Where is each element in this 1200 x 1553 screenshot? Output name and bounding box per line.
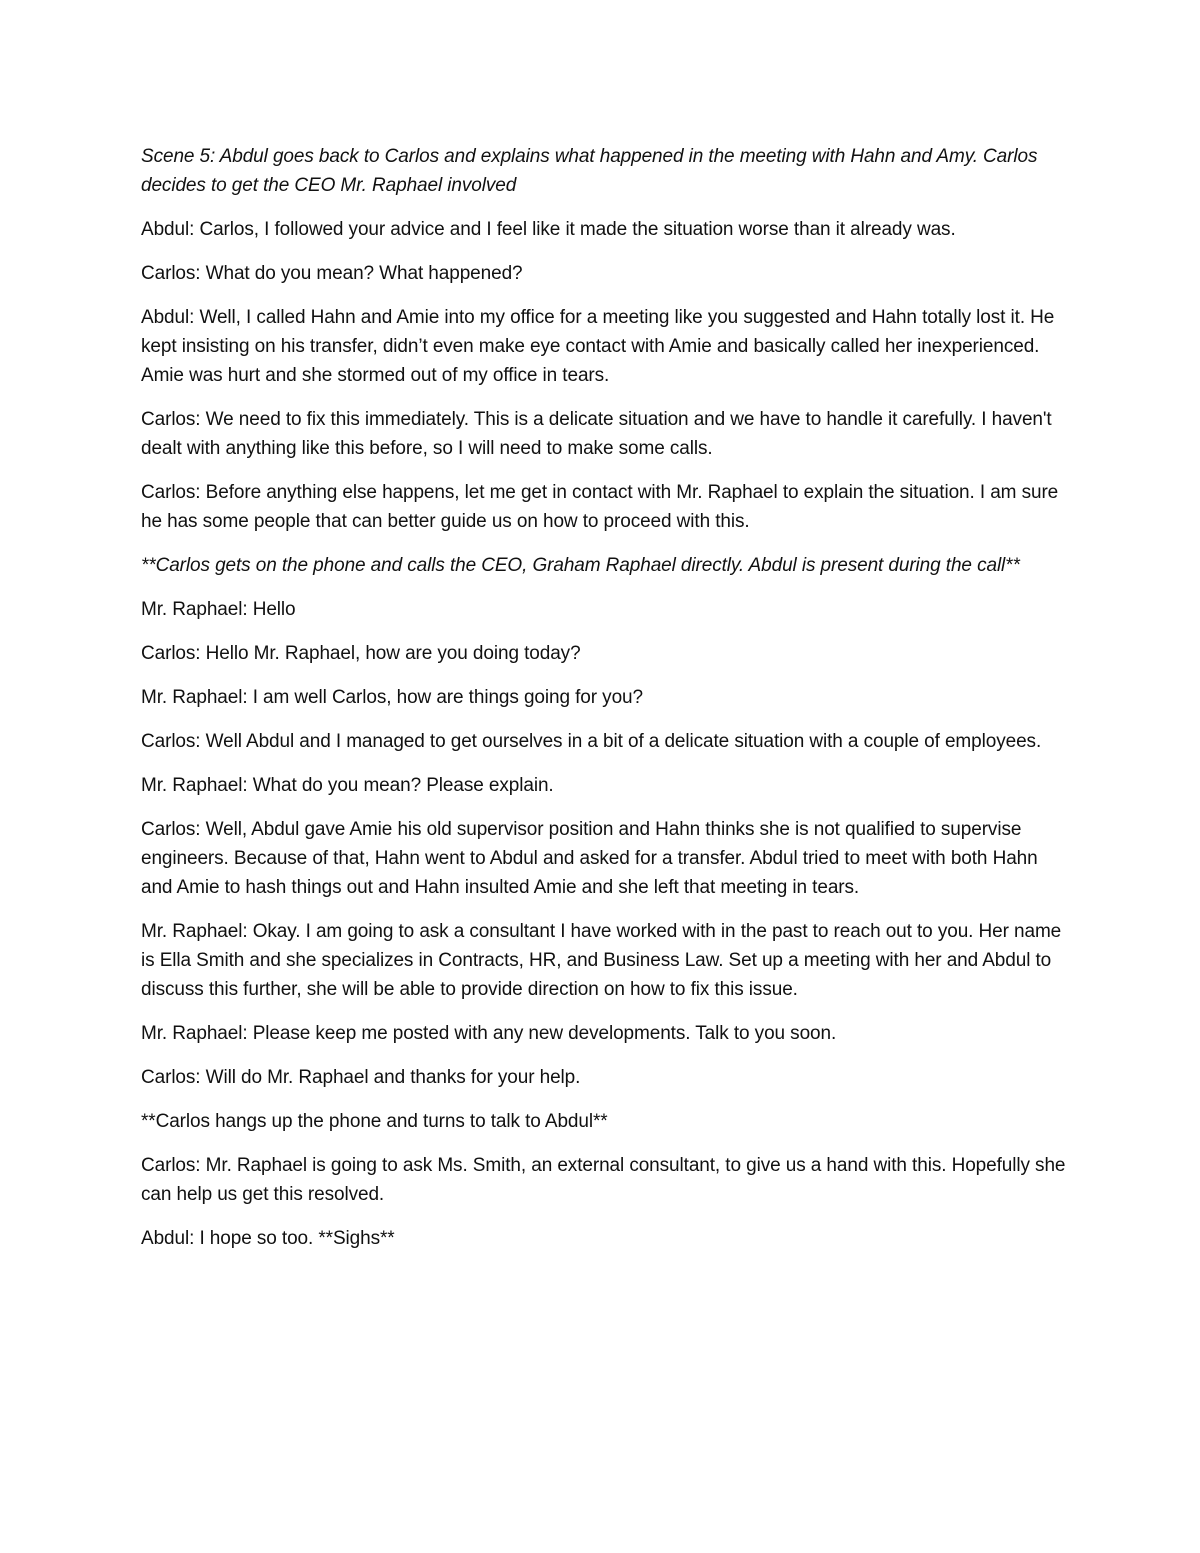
dialogue-line: Carlos: What do you mean? What happened? bbox=[141, 263, 523, 284]
dialogue-line: Mr. Raphael: Hello bbox=[141, 599, 296, 620]
dialogue-line: Mr. Raphael: Okay. I am going to ask a consultant I have worked with in the past to reach out to you. Her name is Ella Smith and she specializes in Contracts, HR, and Business Law. Set up a meeting with her and Abdul to discuss this further, she will be able to provide direction on how to fix this issue. bbox=[141, 921, 1062, 1000]
dialogue-line: Carlos: Well, Abdul gave Amie his old supervisor position and Hahn thinks she is not qualified to supervise engineers. Because of that, Hahn went to Abdul and asked for a transfer. Abdul tried to meet with both Hahn and Amie to hash things out and Hahn insulted Amie and she left that meeting in tears. bbox=[141, 819, 1038, 898]
dialogue-line: Mr. Raphael: I am well Carlos, how are things going for you? bbox=[141, 687, 643, 708]
dialogue-line: Carlos: Well Abdul and I managed to get ourselves in a bit of a delicate situation with a couple of employees. bbox=[141, 731, 1042, 752]
dialogue-line: Carlos: Mr. Raphael is going to ask Ms. Smith, an external consultant, to give us a hand with this. Hopefully she can help us get this resolved. bbox=[141, 1155, 1066, 1205]
dialogue-line: Carlos: Will do Mr. Raphael and thanks for your help. bbox=[141, 1067, 581, 1088]
dialogue-line: Abdul: Well, I called Hahn and Amie into my office for a meeting like you suggested and Hahn totally lost it. He kept insisting on his transfer, didn’t even make eye contact with Amie and basically called her inexperienced. Amie was hurt and she stormed out of my office in tears. bbox=[141, 307, 1055, 386]
stage-direction: **Carlos hangs up the phone and turns to talk to Abdul** bbox=[141, 1111, 608, 1132]
dialogue-line: Mr. Raphael: Please keep me posted with any new developments. Talk to you soon. bbox=[141, 1023, 837, 1044]
dialogue-line: Mr. Raphael: What do you mean? Please explain. bbox=[141, 775, 554, 796]
document-page bbox=[141, 142, 1066, 1268]
dialogue-line: Abdul: Carlos, I followed your advice and I feel like it made the situation worse than it already was. bbox=[141, 219, 956, 240]
stage-direction: **Carlos gets on the phone and calls the CEO, Graham Raphael directly. Abdul is present during the call** bbox=[141, 555, 1020, 576]
dialogue-line: Abdul: I hope so too. **Sighs** bbox=[141, 1228, 395, 1249]
dialogue-line: Carlos: We need to fix this immediately. This is a delicate situation and we have to handle it carefully. I haven't dealt with anything like this before, so I will need to make some calls. bbox=[141, 409, 1052, 459]
scene-heading: Scene 5: Abdul goes back to Carlos and explains what happened in the meeting with Hahn and Amy. Carlos decides to get the CEO Mr. Raphael involved bbox=[141, 146, 1038, 196]
dialogue-line: Carlos: Hello Mr. Raphael, how are you doing today? bbox=[141, 643, 581, 664]
dialogue-line: Carlos: Before anything else happens, let me get in contact with Mr. Raphael to explain the situation. I am sure he has some people that can better guide us on how to proceed with this. bbox=[141, 482, 1059, 532]
